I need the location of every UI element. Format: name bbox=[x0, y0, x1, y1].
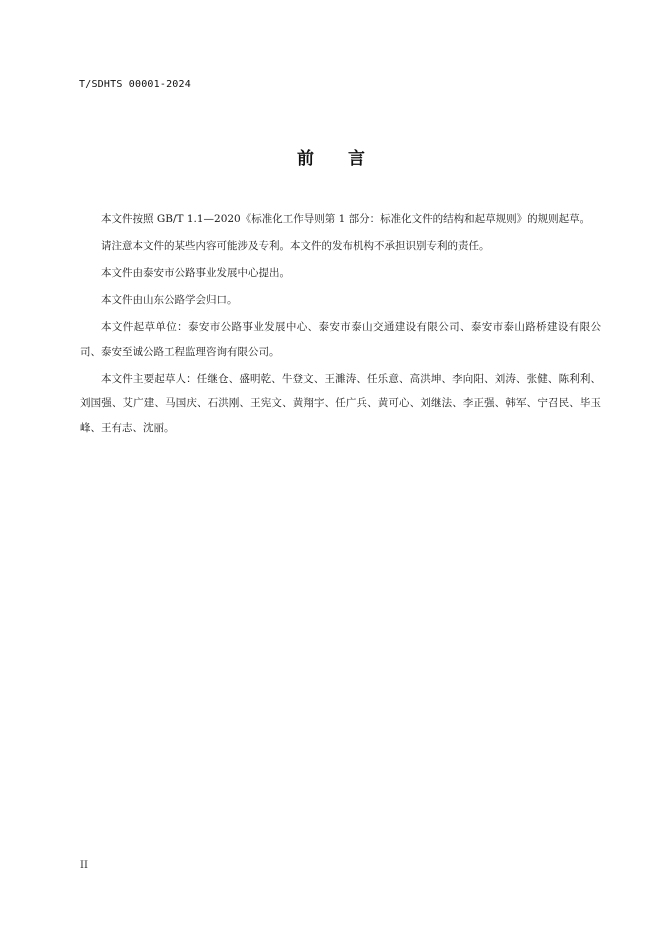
page-number: II bbox=[80, 860, 88, 871]
document-code: T/SDHTS 00001-2024 bbox=[79, 79, 191, 90]
paragraph-proposer: 本文件由泰安市公路事业发展中心提出。 bbox=[101, 267, 290, 279]
paragraph-patent-notice: 请注意本文件的某些内容可能涉及专利。本文件的发布机构不承担识别专利的责任。 bbox=[101, 240, 490, 252]
paragraph-drafting-units: 本文件起草单位：泰安市公路事业发展中心、泰安市泰山交通建设有限公司、泰安市泰山路桥建设有限公司、泰安至诚公路工程监理咨询有限公司。 bbox=[80, 321, 601, 358]
paragraph-centralized-unit: 本文件由山东公路学会归口。 bbox=[101, 294, 238, 306]
document-body bbox=[80, 207, 601, 443]
paragraph-main-drafters: 本文件主要起草人：任继仓、盛明乾、牛登文、王濉涛、任乐意、高洪坤、李向阳、刘涛、张健、陈利利、刘国强、艾广建、马国庆、石洪刚、王宪文、黄翔宇、任广兵、黄可心、刘继法、李正强、韩军、宁召民、毕玉峰、王有志、沈丽。 bbox=[80, 372, 601, 434]
paragraph-drafting-rules: 本文件按照 GB/T 1.1—2020《标准化工作导则第 1 部分：标准化文件的结构和起草规则》的规则起草。 bbox=[101, 213, 591, 225]
page-title: 前 言 bbox=[297, 149, 379, 169]
